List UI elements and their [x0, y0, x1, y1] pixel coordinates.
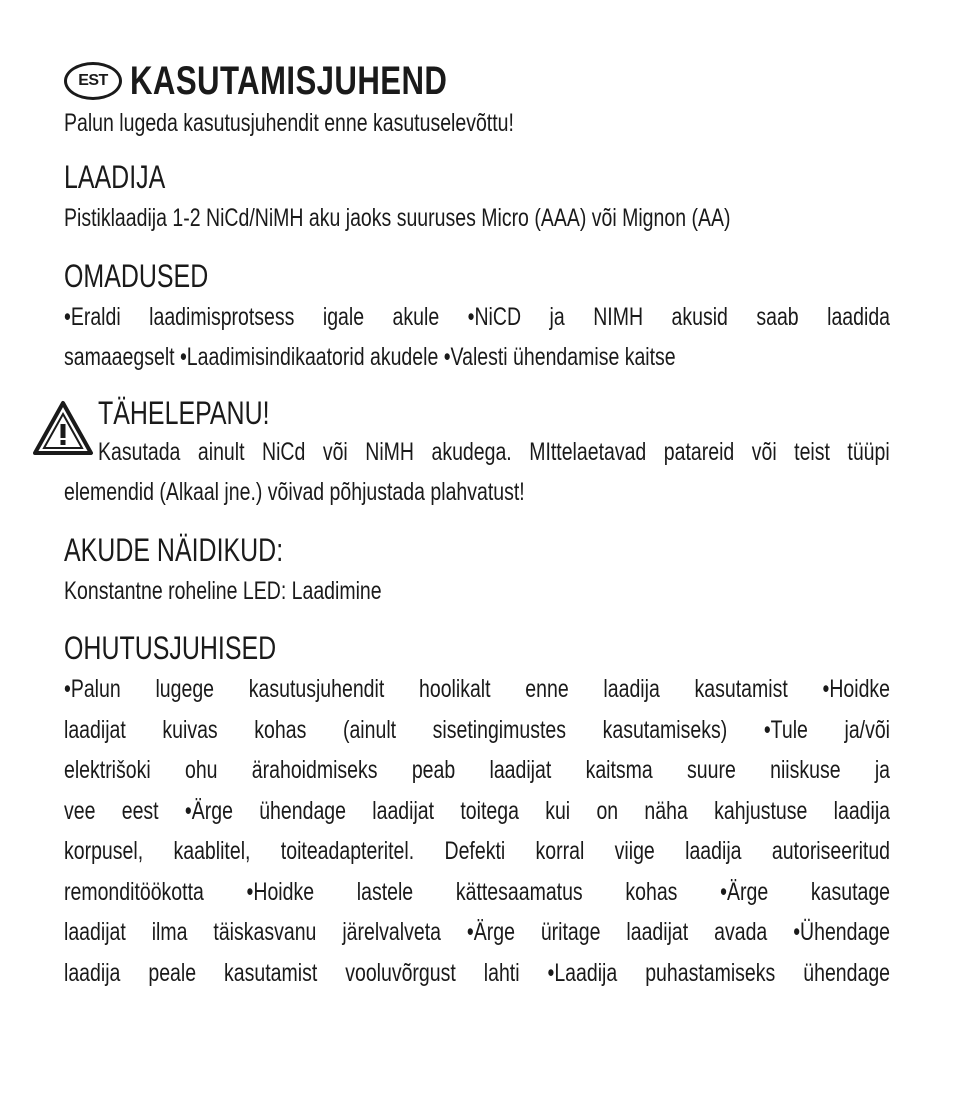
indicators-text: Konstantne roheline LED: Laadimine	[64, 576, 382, 605]
indicators-description	[64, 571, 890, 612]
heading-text: OMADUSED	[64, 257, 209, 294]
warning-block	[64, 394, 890, 513]
safety-line: korpusel, kaablitel, toiteadapteritel. Defekti korral viige laadija autoriseeritud	[64, 837, 891, 865]
page-title: KASUTAMISJUHEND	[130, 58, 448, 103]
safety-line: laadijat ilma täiskasvanu järelvalveta •Ärge üritage laadijat avada •Ühendage	[64, 918, 891, 946]
heading-text: TÄHELEPANU!	[98, 394, 270, 431]
safety-paragraph	[64, 669, 890, 993]
subtitle-text: Palun lugeda kasutusjuhendit enne kasutuselevõttu!	[64, 109, 514, 137]
heading-text: AKUDE NÄIDIKUD:	[64, 531, 284, 568]
safety-line: elektrišoki ohu ärahoidmiseks peab laadijat kaitsma suure niiskuse ja	[64, 756, 891, 784]
safety-line: remonditöökotta •Hoidke lastele kättesaamatus kohas •Ärge kasutage	[64, 877, 891, 906]
features-paragraph	[64, 297, 890, 378]
section-heading-warning	[98, 394, 890, 432]
heading-text: OHUTUSJUHISED	[64, 630, 277, 666]
warning-line-2: elemendid (Alkaal jne.) võivad põhjustada plahvatust!	[64, 478, 525, 506]
safety-line: laadija peale kasutamist vooluvõrgust lahti •Laadija puhastamiseks ühendage	[64, 958, 891, 987]
title-row	[64, 56, 890, 106]
section-heading-features	[64, 257, 890, 295]
safety-line: vee eest •Ärge ühendage laadijat toitega kui on näha kahjustuse laadija	[64, 796, 891, 825]
section-heading-indicators	[64, 531, 890, 569]
warning-line-2-wrap	[64, 472, 890, 513]
features-line-1: •Eraldi laadimisprotsess igale akule •NiCD ja NIMH akusid saab laadida	[64, 302, 891, 331]
section-heading-charger	[64, 158, 890, 196]
warning-line-1-wrap	[98, 432, 890, 473]
safety-line: laadijat kuivas kohas (ainult sisetingimustes kasutamiseks) •Tule ja/või	[64, 715, 891, 744]
warning-triangle-icon	[32, 400, 94, 456]
manual-page	[64, 56, 890, 993]
subtitle	[64, 108, 890, 138]
language-badge: EST	[64, 62, 122, 100]
heading-text: LAADIJA	[64, 159, 166, 195]
charger-text: Pistiklaadija 1-2 NiCd/NiMH aku jaoks suuruses Micro (AAA) või Mignon (AA)	[64, 204, 731, 232]
warning-line-1: Kasutada ainult NiCd või NiMH akudega. MIttelaetavad patareid või teist tüüpi	[98, 437, 890, 466]
safety-line: •Palun lugege kasutusjuhendit hoolikalt enne laadija kasutamist •Hoidke	[64, 675, 891, 703]
section-heading-safety	[64, 629, 890, 667]
charger-description	[64, 198, 890, 239]
features-line-2: samaaegselt •Laadimisindikaatorid akudele •Valesti ühendamise kaitse	[64, 343, 676, 371]
